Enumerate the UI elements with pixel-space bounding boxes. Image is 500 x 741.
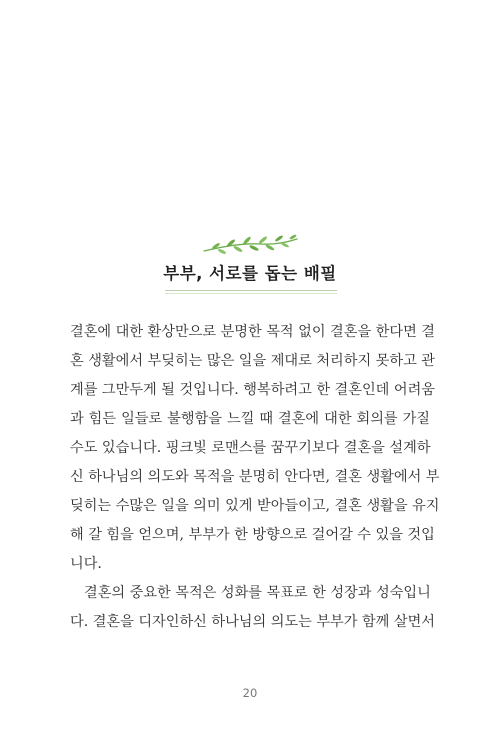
page-number: 20 xyxy=(242,686,258,700)
text-line: 결혼의 중요한 목적은 성화를 목표로 한 성장과 성숙입니 xyxy=(84,585,431,601)
text-line: 니다. xyxy=(70,556,102,572)
text-line: 혼 생활에서 부딪히는 많은 일을 제대로 처리하지 못하고 관 xyxy=(70,353,436,369)
section-title: 부부, 서로를 돕는 배필 xyxy=(163,264,337,283)
body-text xyxy=(70,318,440,637)
title-underline-secondary xyxy=(165,293,337,294)
text-line: 신 하나님의 의도와 목적을 분명히 안다면, 결혼 생활에서 부 xyxy=(70,469,440,485)
text-line: 계를 그만두게 될 것입니다. 행복하려고 한 결혼인데 어려움 xyxy=(70,382,436,398)
paragraph xyxy=(70,318,440,579)
text-line: 결혼에 대한 환상만으로 분명한 목적 없이 결혼을 한다면 결 xyxy=(70,324,436,340)
paragraph xyxy=(70,579,436,637)
text-line: 수도 있습니다. 핑크빛 로맨스를 꿈꾸기보다 결혼을 설계하 xyxy=(70,440,431,456)
leaf-vine-icon xyxy=(200,234,300,256)
text-line: 해 갈 힘을 얻으며, 부부가 한 방향으로 걸어갈 수 있을 것입 xyxy=(70,527,435,543)
text-line: 딪히는 수많은 일을 의미 있게 받아들이고, 결혼 생활을 유지 xyxy=(70,498,440,514)
text-line: 다. 결혼을 디자인하신 하나님의 의도는 부부가 함께 살면서 xyxy=(70,614,436,630)
text-line: 과 힘든 일들로 불행함을 느낄 때 결혼에 대한 회의를 가질 xyxy=(70,411,430,427)
title-underline xyxy=(165,290,337,291)
